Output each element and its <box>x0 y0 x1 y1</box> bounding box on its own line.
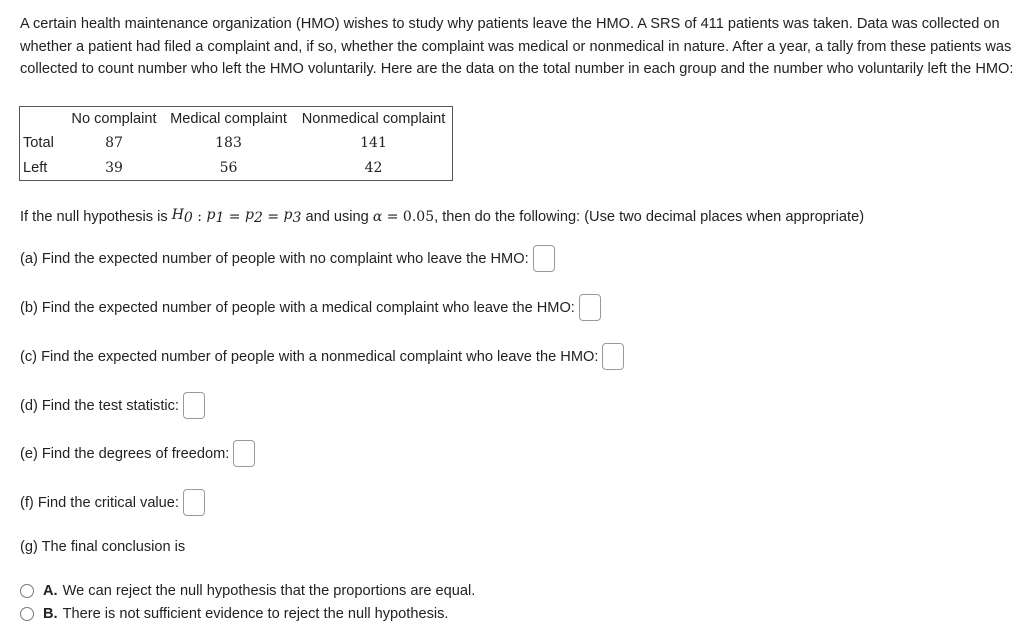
answer-c-input[interactable] <box>602 343 624 370</box>
data-table <box>19 106 453 181</box>
answer-a-input[interactable] <box>533 245 555 272</box>
hypothesis-suffix: , then do the following: (Use two decimal places when appropriate) <box>434 208 865 225</box>
question-d-label: (d) Find the test statistic: <box>20 397 179 414</box>
answer-d-input[interactable] <box>183 392 205 419</box>
h-symbol: $H_0$ <box>171 207 193 226</box>
colon: : <box>192 208 207 225</box>
option-b-text: There is not sufficient evidence to reject the null hypothesis. <box>62 606 449 622</box>
table-row <box>20 130 453 155</box>
question-g <box>20 537 185 557</box>
table-header-row <box>20 107 453 131</box>
equals: = <box>262 208 284 225</box>
table-header-cell: Nonmedical complaint <box>301 111 446 127</box>
table-cell: 87 <box>105 135 123 151</box>
p2-symbol: $p_2$ <box>245 207 263 226</box>
p1-symbol: $p_1$ <box>206 207 225 226</box>
question-f <box>20 489 205 516</box>
question-c <box>20 343 624 370</box>
answer-e-input[interactable] <box>233 440 255 467</box>
option-b[interactable] <box>20 606 448 622</box>
hypothesis-prefix: If the null hypothesis is <box>20 208 172 225</box>
question-e <box>20 440 255 467</box>
table-cell: 183 <box>215 135 242 151</box>
row-label: Total <box>23 135 54 151</box>
question-a-label: (a) Find the expected number of people with no complaint who leave the HMO: <box>20 250 529 267</box>
option-a-letter: A. <box>43 583 58 599</box>
table-cell: 42 <box>364 160 383 176</box>
hypothesis-mid: and using <box>301 208 373 225</box>
problem-intro: A certain health maintenance organization (HMO) wishes to study why patients leave the HMO. A SRS of 411 patients was taken. Data was collected on whether a patient had filed a complaint and, if so, whether the complaint was medical or nonmedical in nature. After a year, a tally from these patients was collected to count number who left the HMO voluntarily. Here are the data on the total number in each group and the number who voluntarily left the HMO: <box>20 16 1014 78</box>
question-d <box>20 392 205 419</box>
table-header-cell: No complaint <box>71 111 157 127</box>
question-b <box>20 294 601 321</box>
hypothesis-statement <box>20 205 864 228</box>
question-f-label: (f) Find the critical value: <box>20 494 179 511</box>
question-g-label: (g) The final conclusion is <box>20 539 186 555</box>
alpha-value: = 0.05 <box>382 208 435 225</box>
question-a <box>20 245 555 272</box>
option-a-text: We can reject the null hypothesis that the proportions are equal. <box>62 583 476 599</box>
table-cell: 141 <box>360 135 387 151</box>
table-header-cell: Medical complaint <box>170 111 287 127</box>
question-b-label: (b) Find the expected number of people with a medical complaint who leave the HMO: <box>20 299 575 316</box>
option-b-radio[interactable] <box>20 607 34 621</box>
table-header-cell <box>20 107 67 131</box>
answer-f-input[interactable] <box>183 489 205 516</box>
table-cell: 39 <box>105 160 123 176</box>
question-c-label: (c) Find the expected number of people with a nonmedical complaint who leave the HMO: <box>20 348 599 365</box>
p3-symbol: $p_3$ <box>283 207 302 226</box>
option-a-radio[interactable] <box>20 584 34 598</box>
table-row <box>20 155 453 181</box>
question-e-label: (e) Find the degrees of freedom: <box>20 445 230 462</box>
answer-b-input[interactable] <box>579 294 601 321</box>
option-a[interactable] <box>20 583 475 599</box>
option-b-letter: B. <box>43 606 58 622</box>
table-cell: 56 <box>219 160 238 176</box>
row-label: Left <box>23 160 48 176</box>
equals: = <box>224 208 245 225</box>
alpha-symbol: α <box>372 208 383 225</box>
